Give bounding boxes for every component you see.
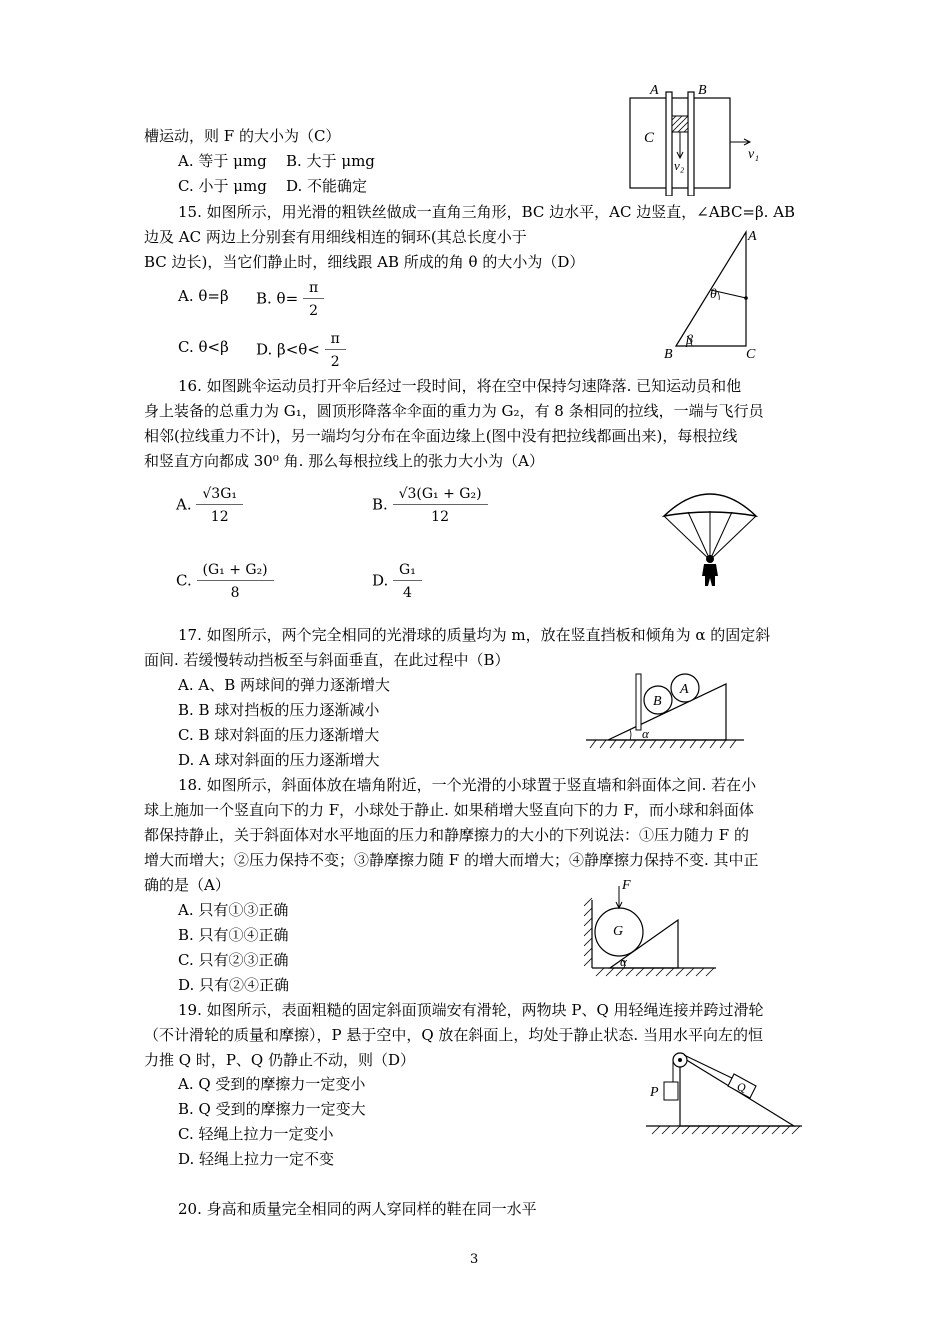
q16-option-b-den: 12 (431, 509, 449, 525)
q16-option-b-num: √3(G₁ + G₂) (393, 484, 488, 505)
q18-line-1: 18. 如图所示，斜面体放在墙角附近，一个光滑的小球置于竖直墙和斜面体之间. 若在小 (178, 776, 757, 794)
q16-option-c-label: C. (176, 571, 192, 590)
q18-fig-label-alpha: α (620, 954, 627, 969)
q15-option-a: A. θ=β (178, 287, 229, 305)
q16-option-a-label: A. (176, 495, 192, 514)
q16-option-b-label: B. (372, 495, 388, 514)
q19-option-a: A. Q 受到的摩擦力一定变小 (178, 1075, 366, 1093)
q15-option-c: C. θ<β (178, 338, 229, 356)
q16-option-b (372, 484, 488, 527)
q17-option-c: C. B 球对斜面的压力逐渐增大 (178, 726, 380, 744)
q17-fig-label-a: A (680, 682, 689, 697)
q18-option-b: B. 只有①④正确 (178, 926, 289, 944)
q17-fig-label-alpha: α (642, 726, 649, 741)
q15-option-b-num: π (303, 278, 324, 299)
q18-option-a: A. 只有①③正确 (178, 901, 289, 919)
q16-option-d-fraction (393, 560, 422, 603)
q15-fig-label-beta: β (686, 333, 693, 348)
q14-fig-label-v1: v₁ (748, 147, 760, 162)
q19-line-2: （不计滑轮的质量和摩擦），P 悬于空中，Q 放在斜面上，均处于静止状态. 当用水平向左的恒 (144, 1026, 763, 1044)
q15-fig-label-c: C (746, 347, 756, 362)
q16-option-c-fraction (197, 560, 274, 603)
q16-option-c-den: 8 (230, 585, 240, 601)
q18-line-5: 确的是（A） (144, 876, 230, 894)
q19-line-3: 力推 Q 时，P、Q 仍静止不动，则（D） (144, 1051, 416, 1069)
q15-fig-label-a: A (748, 229, 757, 244)
q15-option-d-fraction (325, 329, 346, 372)
q14-fig-label-c: C (644, 130, 655, 146)
q16-line-3: 相邻(拉线重力不计)，另一端均匀分布在伞面边缘上(图中没有把拉线都画出来)，每根拉线 (144, 427, 738, 445)
q15-option-b-fraction (303, 278, 324, 321)
q16-option-a (176, 484, 243, 527)
q17-line-1: 17. 如图所示，两个完全相同的光滑球的质量均为 m，放在竖直挡板和倾角为 α 的固定斜 (178, 626, 771, 644)
q18-line-3: 都保持静止，关于斜面体对水平地面的压力和静摩擦力的大小的下列说法：①压力随力 F 的 (144, 826, 749, 844)
q16-option-d-num: G₁ (393, 560, 422, 581)
q14-fig-label-a: A (650, 83, 659, 98)
q16-option-a-fraction (196, 484, 243, 527)
q15-option-b-den: 2 (309, 303, 319, 319)
q14-fig-label-b: B (698, 83, 707, 98)
q15-option-b-text: B. θ= (256, 289, 299, 308)
q19-fig-label-q: Q (737, 1080, 746, 1094)
q16-option-a-num: √3G₁ (196, 484, 243, 505)
q16-line-1: 16. 如图跳伞运动员打开伞后经过一段时间，将在空中保持匀速降落. 已知运动员和他 (178, 377, 742, 395)
q15-option-d-text: D. β<θ< (256, 340, 320, 359)
q18-option-c: C. 只有②③正确 (178, 951, 289, 969)
q19-figure (644, 1044, 804, 1136)
page-number: 3 (470, 1252, 479, 1267)
q15-fig-label-theta: θ (710, 287, 717, 302)
q16-line-4: 和竖直方向都成 30⁰ 角. 那么每根拉线上的张力大小为（A） (144, 452, 545, 470)
q19-line-1: 19. 如图所示，表面粗糙的固定斜面顶端安有滑轮，两物块 P、Q 用轻绳连接并跨过滑轮 (178, 1001, 764, 1019)
q15-fig-label-b: B (664, 347, 673, 362)
q15-line-3: BC 边长)，当它们静止时，细线跟 AB 所成的角 θ 的大小为（D） (144, 253, 585, 271)
q14-option-a: A. 等于 μmg (178, 152, 267, 170)
q16-option-c-num: (G₁ + G₂) (197, 560, 274, 581)
q14-option-b: B. 大于 μmg (286, 152, 375, 170)
q17-fig-label-b: B (653, 694, 662, 709)
q18-line-2: 球上施加一个竖直向下的力 F，小球处于静止. 如果稍增大竖直向下的力 F，而小球和斜面体 (144, 801, 754, 819)
q14-stem: 槽运动，则 F 的大小为（C） (144, 127, 341, 145)
q15-figure (660, 222, 770, 362)
q15-option-d (256, 329, 346, 372)
q15-option-d-num: π (325, 329, 346, 350)
q14-fig-label-v2: v₂ (674, 158, 685, 173)
q19-option-b: B. Q 受到的摩擦力一定变大 (178, 1100, 366, 1118)
q16-option-d (372, 560, 422, 603)
q16-option-d-label: D. (372, 571, 389, 590)
q19-option-d: D. 轻绳上拉力一定不变 (178, 1150, 335, 1168)
q17-option-a: A. A、B 两球间的弹力逐渐增大 (178, 676, 390, 694)
q19-option-c: C. 轻绳上拉力一定变小 (178, 1125, 334, 1143)
q15-line-1: 15. 如图所示，用光滑的粗铁丝做成一直角三角形，BC 边水平，AC 边竖直，∠ABC=β. AB (178, 203, 796, 221)
q17-figure (586, 664, 746, 750)
q16-line-2: 身上装备的总重力为 G₁，圆顶形降落伞伞面的重力为 G₂，有 8 条相同的拉线，一端与飞行员 (144, 402, 764, 420)
q20-line-1: 20. 身高和质量完全相同的两人穿同样的鞋在同一水平 (178, 1200, 537, 1218)
q16-parachute-figure (660, 480, 760, 590)
q18-option-d: D. 只有②④正确 (178, 976, 290, 994)
q14-option-c: C. 小于 μmg (178, 177, 267, 195)
q16-option-d-den: 4 (402, 585, 412, 601)
q17-line-2: 面间. 若缓慢转动挡板至与斜面垂直，在此过程中（B） (144, 651, 510, 669)
q15-option-d-den: 2 (330, 354, 340, 370)
q15-line-2: 边及 AC 两边上分别套有用细线相连的铜环(其总长度小于 (144, 228, 527, 246)
q18-figure (584, 876, 724, 980)
q16-option-c (176, 560, 274, 603)
q16-option-b-fraction (393, 484, 488, 527)
q14-figure (620, 78, 770, 196)
q18-fig-label-f: F (622, 878, 631, 893)
q14-option-d: D. 不能确定 (286, 177, 368, 195)
q15-option-b (256, 278, 324, 321)
q18-line-4: 增大而增大；②压力保持不变；③静摩擦力随 F 的增大而增大；④静摩擦力保持不变. 其中正 (144, 851, 759, 869)
q17-option-d: D. A 球对斜面的压力逐渐增大 (178, 751, 380, 769)
q18-fig-label-g: G (613, 924, 624, 939)
q17-option-b: B. B 球对挡板的压力逐渐减小 (178, 701, 380, 719)
q16-option-a-den: 12 (210, 509, 229, 525)
q19-fig-label-p: P (650, 1085, 659, 1100)
